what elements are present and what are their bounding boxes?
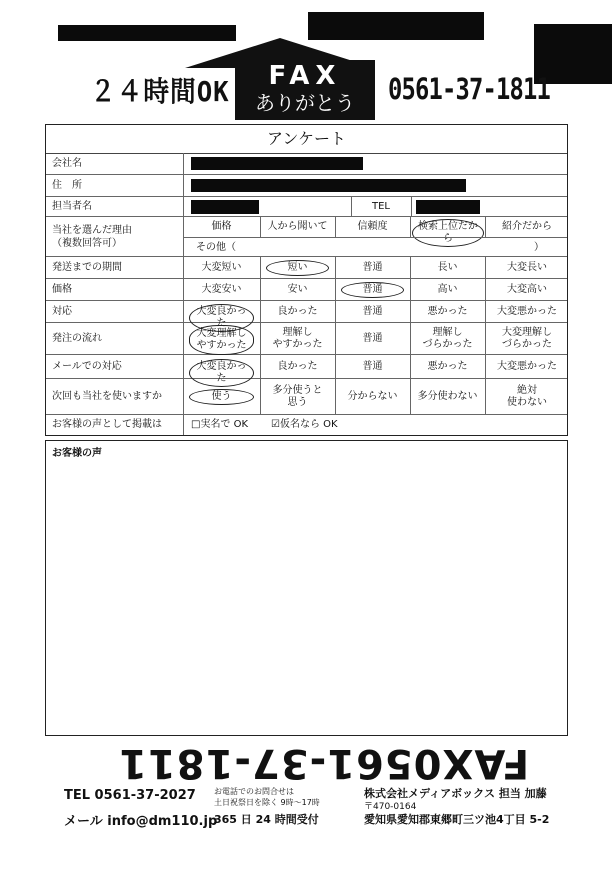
footer-tel: TEL 0561-37-2027 <box>64 788 196 803</box>
phone-note-2: 土日祝祭日を除く 9時～17時 <box>214 798 320 807</box>
voice-label: お客様の声 <box>52 448 102 459</box>
header <box>0 0 612 125</box>
rating-option[interactable]: 分からない <box>347 391 398 402</box>
rating-option[interactable]: 大変安い <box>201 284 242 295</box>
rating-option[interactable]: 大変短い <box>201 262 242 273</box>
address-label: 住 所 <box>52 180 82 191</box>
rating-label: メールでの対応 <box>52 361 122 372</box>
fax-thanks: ありがとう <box>255 91 355 115</box>
rating-option[interactable]: 大変良かった <box>189 359 254 387</box>
fax-word: FAX <box>268 61 342 91</box>
rating-option[interactable]: 大変理解し づらかった <box>502 327 552 350</box>
reason-option[interactable]: 検索上位だから <box>412 219 484 247</box>
rating-row <box>46 379 567 415</box>
row-publish <box>46 415 567 435</box>
slogan-24h: ２４時間OK <box>90 75 230 108</box>
rating-option[interactable]: 理解し やすかった <box>272 327 323 350</box>
reason-option[interactable]: 価格 <box>211 221 232 232</box>
rating-option[interactable]: 安い <box>287 284 308 295</box>
rating-label: 価格 <box>52 284 72 295</box>
rating-option[interactable]: 大変悪かった <box>497 306 557 317</box>
rating-option[interactable]: 大変高い <box>507 284 547 295</box>
fax-badge <box>235 60 375 120</box>
row-company <box>46 153 567 175</box>
publish-label: お客様の声として掲載は <box>52 419 162 430</box>
rating-row <box>46 279 567 301</box>
rating-option[interactable]: 長い <box>437 262 458 273</box>
reason-option[interactable]: 信頼度 <box>357 221 388 232</box>
rating-row <box>46 323 567 355</box>
other-close: ） <box>534 242 544 253</box>
company-value-redacted[interactable] <box>191 157 363 170</box>
reason-label: 当社を選んだ理由 <box>52 225 132 236</box>
rating-option[interactable]: 普通 <box>362 306 383 317</box>
rating-option[interactable]: 普通 <box>362 262 383 273</box>
contact-label: 担当者名 <box>52 201 92 212</box>
contact-value-redacted[interactable] <box>191 200 259 214</box>
rating-row <box>46 257 567 279</box>
rating-option[interactable]: 普通 <box>362 361 383 372</box>
row-reasons <box>46 217 567 257</box>
rating-label: 発送までの期間 <box>52 262 122 273</box>
rating-option[interactable]: 理解し づらかった <box>422 327 473 350</box>
survey-table <box>45 124 568 436</box>
rating-option[interactable]: 良かった <box>277 361 318 372</box>
rating-option[interactable]: 使う <box>189 389 254 405</box>
rating-option[interactable]: 大変良かった <box>189 304 254 332</box>
fax-hours: 365 日 24 時間受付 <box>214 813 319 826</box>
row-contact <box>46 197 567 217</box>
rating-option[interactable]: 大変長い <box>507 262 547 273</box>
rating-row <box>46 301 567 329</box>
rating-option[interactable]: 普通 <box>362 333 383 344</box>
other-label: その他（ <box>196 242 236 253</box>
rating-option[interactable]: 多分使うと 思う <box>272 385 323 408</box>
row-address <box>46 175 567 197</box>
rating-option[interactable]: 高い <box>437 284 458 295</box>
rating-label: 対応 <box>52 306 72 317</box>
tel-label: TEL <box>372 201 390 212</box>
survey-title: アンケート <box>46 125 567 154</box>
rating-option[interactable]: 悪かった <box>427 306 468 317</box>
rating-label: 発注の流れ <box>52 333 102 344</box>
rating-label: 次回も当社を使いますか <box>52 391 162 402</box>
publish-anon-option[interactable]: ☑仮名なら OK <box>271 419 338 430</box>
rating-option[interactable]: 絶対 使わない <box>507 385 547 408</box>
header-fax-number: 0561-37-1811 <box>388 72 550 106</box>
footer-address: 愛知県愛知郡東郷町三ツ池4丁目 5-2 <box>364 813 550 826</box>
rating-option[interactable]: 多分使わない <box>417 391 478 402</box>
phone-note-1: お電話でのお問合せは <box>214 787 294 796</box>
address-value-redacted[interactable] <box>191 179 466 192</box>
footer-mail: メール info@dm110.jp <box>64 814 218 829</box>
rating-option[interactable]: 大変悪かった <box>497 361 557 372</box>
reason-option[interactable]: 人から聞いて <box>267 221 328 232</box>
rating-option[interactable]: 良かった <box>277 306 318 317</box>
rating-option[interactable]: 普通 <box>341 282 404 298</box>
reason-option[interactable]: 紹介だから <box>502 221 552 232</box>
company-label: 会社名 <box>52 158 82 169</box>
flipped-fax-banner: FAX0561-37-1811 <box>118 740 530 786</box>
tel-value-redacted[interactable] <box>416 200 480 214</box>
publish-real-option[interactable]: □実名で OK <box>191 419 249 430</box>
footer-company: 株式会社メディアボックス 担当 加藤 <box>364 787 547 800</box>
rating-option[interactable]: 短い <box>266 260 329 276</box>
rating-row <box>46 355 567 384</box>
reason-sub: （複数回答可） <box>52 238 122 249</box>
footer-postal: 〒470-0164 <box>364 802 417 812</box>
customer-voice-box[interactable] <box>45 440 568 736</box>
rating-option[interactable]: 悪かった <box>427 361 468 372</box>
rating-option[interactable]: 大変理解し やすかった <box>189 325 254 355</box>
